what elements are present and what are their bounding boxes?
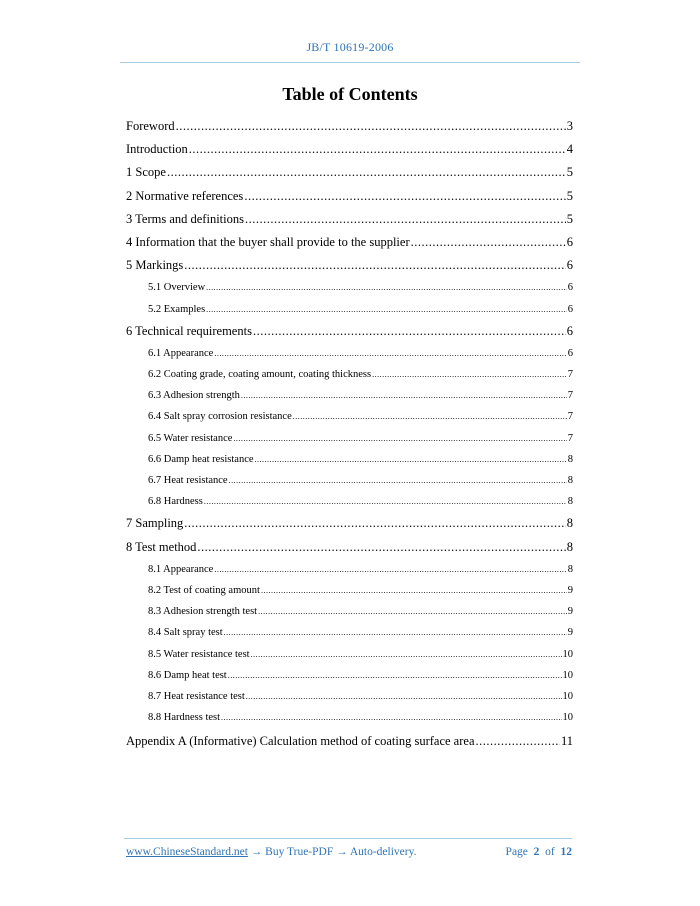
toc-entry-page: 10 <box>562 712 573 724</box>
toc-entry[interactable] <box>126 138 573 161</box>
toc-entry-page: 9 <box>567 606 573 618</box>
toc-entry-label: 6.6 Damp heat resistance <box>148 453 254 465</box>
dot-leader <box>251 644 562 665</box>
toc-entry[interactable] <box>126 707 573 728</box>
dot-leader <box>293 406 567 427</box>
toc-entry[interactable] <box>126 343 573 364</box>
toc-entry[interactable] <box>126 512 573 535</box>
dot-leader <box>189 138 566 161</box>
dot-leader <box>197 536 565 559</box>
toc-entry[interactable] <box>126 491 573 512</box>
footer-promo <box>126 846 416 858</box>
dot-leader <box>411 231 566 254</box>
dot-leader <box>184 254 565 277</box>
toc-entry-page: 9 <box>567 584 573 596</box>
toc-entry-label: 8.5 Water resistance test <box>148 648 250 660</box>
dot-leader <box>255 449 567 470</box>
toc-entry-page: 10 <box>562 690 573 702</box>
toc-entry[interactable] <box>126 277 573 298</box>
toc-entry-label: 1 Scope <box>126 165 166 180</box>
toc-entry-label: 8.1 Appearance <box>148 563 214 575</box>
toc-entry-label: Introduction <box>126 142 188 157</box>
table-of-contents <box>126 115 573 754</box>
toc-entry-page: 5 <box>566 165 573 180</box>
dot-leader <box>233 428 566 449</box>
toc-entry-label: 6.8 Hardness <box>148 496 203 508</box>
toc-entry[interactable] <box>126 644 573 665</box>
page-footer <box>126 846 572 858</box>
toc-entry[interactable] <box>126 580 573 601</box>
toc-entry[interactable] <box>126 320 573 343</box>
toc-entry-page: 8 <box>567 475 573 486</box>
dot-leader <box>206 277 567 298</box>
toc-entry-label: 6.3 Adhesion strength <box>148 390 240 402</box>
toc-entry[interactable] <box>126 299 573 320</box>
toc-entry-page: 8 <box>567 453 573 465</box>
toc-entry[interactable] <box>126 601 573 622</box>
toc-entry[interactable] <box>126 728 573 754</box>
toc-entry[interactable] <box>126 470 573 491</box>
dot-leader <box>214 343 566 364</box>
toc-entry-label: 6.1 Appearance <box>148 347 214 359</box>
dot-leader <box>167 161 566 184</box>
toc-entry-page: 7 <box>567 432 573 444</box>
dot-leader <box>372 364 567 385</box>
toc-entry[interactable] <box>126 115 573 138</box>
toc-entry-label: 2 Normative references <box>126 188 244 203</box>
toc-entry-label: 5.1 Overview <box>148 282 206 294</box>
dot-leader <box>253 320 566 343</box>
toc-entry-page: 8 <box>567 563 573 575</box>
toc-entry-page: 8 <box>567 496 573 508</box>
dot-leader <box>221 707 561 728</box>
footer-divider <box>124 838 572 839</box>
toc-entry[interactable] <box>126 364 573 385</box>
toc-entry[interactable] <box>126 686 573 707</box>
toc-entry-page: 10 <box>562 648 573 660</box>
toc-entry-page: 5 <box>566 211 573 226</box>
header-divider <box>120 62 580 63</box>
dot-leader <box>206 299 567 320</box>
toc-entry-page: 7 <box>567 390 573 402</box>
toc-entry-label: 8.3 Adhesion strength test <box>148 606 258 618</box>
toc-entry-label: 6.2 Coating grade, coating amount, coating thickness <box>148 369 372 381</box>
dot-leader <box>241 385 567 406</box>
toc-entry[interactable] <box>126 428 573 449</box>
dot-leader <box>228 665 562 686</box>
dot-leader <box>246 686 562 707</box>
toc-entry[interactable] <box>126 449 573 470</box>
toc-entry[interactable] <box>126 559 573 580</box>
toc-entry[interactable] <box>126 536 573 559</box>
toc-entry[interactable] <box>126 622 573 643</box>
toc-entry-label: 6.5 Water resistance <box>148 432 233 444</box>
document-header: JB/T 10619-2006 <box>306 40 394 54</box>
toc-entry-page: 6 <box>567 282 573 294</box>
dot-leader <box>184 512 565 535</box>
toc-entry-label: 3 Terms and definitions <box>126 211 244 226</box>
toc-entry-page: 6 <box>567 347 573 359</box>
toc-entry-page: 10 <box>562 669 573 681</box>
toc-entry[interactable] <box>126 254 573 277</box>
toc-entry-label: 8.7 Heat resistance test <box>148 690 245 702</box>
toc-entry-label: 6.7 Heat resistance <box>148 475 228 486</box>
toc-entry[interactable] <box>126 231 573 254</box>
dot-leader <box>258 601 567 622</box>
dot-leader <box>245 208 566 231</box>
toc-entry-page: 5 <box>566 188 573 203</box>
toc-entry-label: Appendix A (Informative) Calculation method of coating surface area <box>126 734 475 749</box>
dot-leader <box>476 728 560 754</box>
toc-entry-label: 8.6 Damp heat test <box>148 669 227 681</box>
toc-entry-label: 4 Information that the buyer shall provide to the supplier <box>126 234 410 249</box>
dot-leader <box>176 115 566 138</box>
toc-entry-page: 6 <box>567 303 573 315</box>
toc-entry[interactable] <box>126 385 573 406</box>
toc-entry-label: 8.2 Test of coating amount <box>148 584 260 596</box>
toc-entry-label: Foreword <box>126 119 175 133</box>
toc-entry-page: 4 <box>566 142 573 157</box>
dot-leader <box>244 185 565 208</box>
toc-entry-page: 8 <box>566 539 573 554</box>
toc-entry-label: 6.4 Salt spray corrosion resistance <box>148 411 292 423</box>
dot-leader <box>214 559 566 580</box>
toc-entry-page: 6 <box>566 234 573 249</box>
toc-entry[interactable] <box>126 208 573 231</box>
toc-entry-label: 5.2 Examples <box>148 303 206 315</box>
toc-entry-page: 3 <box>566 119 573 133</box>
dot-leader <box>224 622 567 643</box>
toc-entry-page: 7 <box>567 411 573 423</box>
dot-leader <box>204 491 567 512</box>
toc-entry-label: 8 Test method <box>126 539 197 554</box>
toc-entry[interactable] <box>126 185 573 208</box>
toc-entry-page: 11 <box>560 734 573 749</box>
toc-entry-page: 7 <box>567 369 573 381</box>
toc-entry-page: 6 <box>566 323 573 338</box>
toc-entry-label: 7 Sampling <box>126 516 184 531</box>
toc-entry-page: 6 <box>566 258 573 273</box>
toc-entry[interactable] <box>126 406 573 427</box>
page-number: Page 2 of 12 <box>505 846 572 858</box>
page-title: Table of Contents <box>282 84 418 104</box>
total-pages: 12 <box>560 846 572 858</box>
toc-entry-label: 8.4 Salt spray test <box>148 627 223 639</box>
toc-entry[interactable] <box>126 161 573 184</box>
dot-leader <box>229 470 567 491</box>
website-link[interactable]: www.ChineseStandard.net <box>126 846 248 858</box>
dot-leader <box>261 580 567 601</box>
toc-entry-page: 9 <box>567 627 573 639</box>
toc-entry[interactable] <box>126 665 573 686</box>
toc-entry-label: 5 Markings <box>126 258 184 273</box>
toc-entry-page: 8 <box>566 516 573 531</box>
toc-entry-label: 8.8 Hardness test <box>148 712 221 724</box>
promo-text: → Buy True-PDF → Auto-delivery. <box>250 846 417 858</box>
toc-entry-label: 6 Technical requirements <box>126 323 252 338</box>
current-page: 2 <box>533 846 540 858</box>
